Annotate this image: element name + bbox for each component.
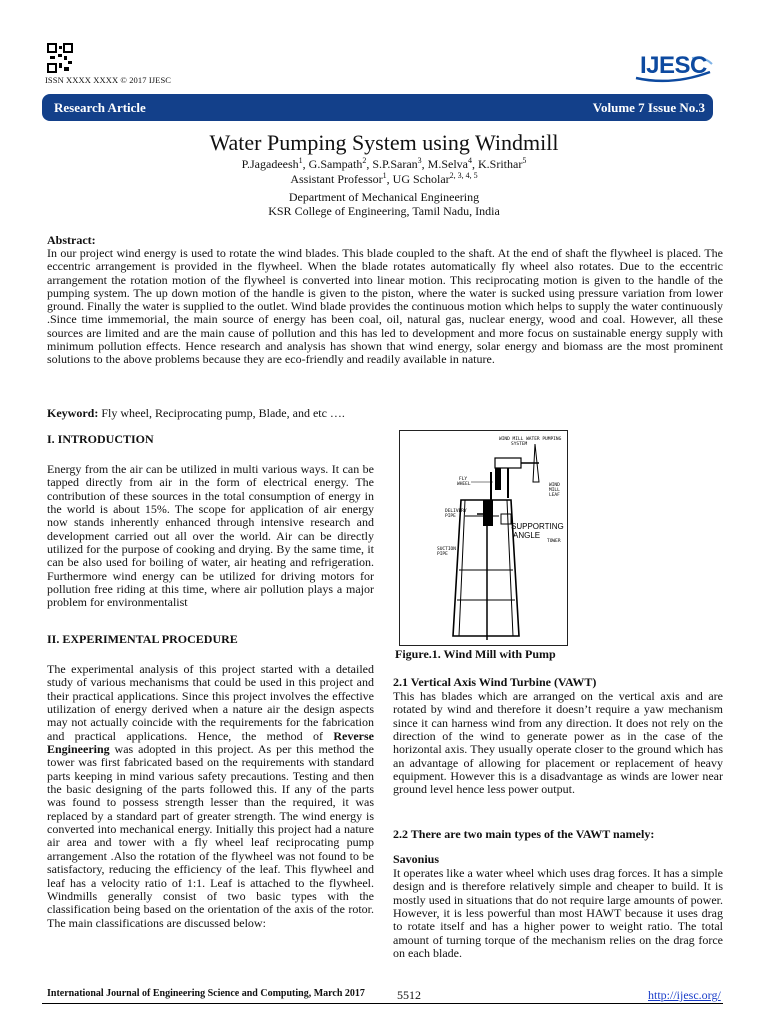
types-heading: 2.2 There are two main types of the VAWT namely: (393, 827, 655, 841)
fig-label-title-2: SYSTEM (511, 442, 528, 447)
intro-text: Energy from the air can be utilized in multi various ways. It can be tapped directly from air in the form of electrical energy. The contribution of these sources in the total consumption of energy in the world is about 15%. The scope for application of air energy now stands inherently enhanced through intensive research and development carried out all over the world. Air can be directly utilized for the purpose of cooking and drying. By the same time, it can be also used for boiling of water, air heating and refrigeration. Furthermore wind energy can be utilized for driving motors for pollution free riding at this time, where air pollution plays a major problem for environmentalist (47, 462, 374, 610)
fig-label-tower: TOWER (547, 539, 561, 544)
ijesc-logo (632, 52, 714, 84)
fig-label-angle: ANGLE (513, 531, 541, 540)
author-roles: Assistant Professor$^1$, UG Scholar$^{2, 3, 4, 5}$ (290, 171, 478, 186)
intro-heading: I. INTRODUCTION (47, 432, 154, 446)
abstract-text: In our project wind energy is used to rotate the wind blades. This blade coupled to the shaft. At the end of shaft the flywheel is placed. The eccentric arrangement is provided in the flywheel. When the blade rotates automatically fly wheel also rotates. Due to the eccentric arrangement the rotation motion of the flywheel is converted into linear motion. This reciprocating motion is given to the handle of the pumping system. The up down motion of the handle is given to the piston, where the water is sucked using pressure variation from lower ground. Finally the water is supplied to the outlet. Wind blade provides the continuous motion which helps to supply the water continuously .Since time immemorial, the main source of energy has been coal, oil, natural gas, nuclear energy, wood and coal. However, all these sources are limited and are the main cause of pollution and this has led to development and more focus on sustainable energy supply with minimum pollution effects. Hence research and analysis has shown that wind energy, solar energy and biomass are the most prominent solutions to the above problems because they are eco-friendly and readily available in nature. (47, 246, 723, 367)
logo-text: IJESC (640, 52, 707, 79)
fig-label-wheel: WHEEL (457, 482, 471, 487)
vawt-heading: 2.1 Vertical Axis Wind Turbine (VAWT) (393, 675, 597, 689)
college: KSR College of Engineering, Tamil Nadu, India (268, 204, 500, 218)
volume-issue: Volume 7 Issue No.3 (592, 100, 705, 115)
fig-label-leaf: LEAF (549, 493, 560, 498)
journal-link[interactable]: http://ijesc.org/ (648, 988, 721, 1002)
fig-label-wind: WIND (549, 483, 560, 488)
windmill-figure (399, 430, 568, 646)
author-list: P.Jagadeesh$^1$, G.Sampath$^2$, S.P.Saran$^3$, M.Selva$^4$, K.Srithar$^5$ (241, 156, 527, 171)
abstract-label: Abstract: (47, 233, 96, 247)
figure-caption: Figure.1. Wind Mill with Pump (395, 647, 556, 661)
vawt-text: This has blades which are arranged on the vertical axis and are rotated by wind and therefore it doesn’t require a yaw mechanism since it can harness wind from any direction. It does not rely on the direction of the wind to generate power as in the case of the horizontal axis. They usually operate closer to the ground which has an advantage of allowing for placement or replacement of heavy equipment. However this is a disadvantage as winds are lower near ground level hence less power output. (393, 689, 723, 797)
issn-line: ISSN XXXX XXXX © 2017 IJESC (45, 75, 172, 85)
fig-label-fly: FLY (459, 477, 468, 482)
experimental-text: The experimental analysis of this project started with a detailed study of various mechanisms that could be used in this project and their practical applications. Since this project involves the effective utilization of energy derived when a nature air the design aspects may not actually coincide with the requirements for the fabrication and practical applications. Hence, the method of Reverse Engineering was adopted in this project. As per this method the tower was first fabricated based on the requirements with standard parts keeping in mind various safety precautions. Testing and then the basic designing of the parts followed this. If any of the parts was found to possess strength lesser than the required, it was replaced by a standard part of greater strength. The wind energy is converted into mechanical energy. Initially this project had a nature air area and tower with a fly wheel leaf reciprocating pump arrangement .Also the rotation of the flywheel was not found to be satisfactory, reducing the efficiency of the leaf. This flywheel and leaf has a velocity ratio of 1:1. Leaf is attached to the flywheel. Windmills generally consist of two basic types with the classification being based on the orientation of the axis of the rotor. The main classifications are discussed below: (47, 662, 374, 930)
experimental-heading: II. EXPERIMENTAL PROCEDURE (47, 632, 238, 646)
qr-code-icon (47, 43, 73, 73)
header-banner (42, 94, 713, 121)
keyword-line: Keyword: Fly wheel, Reciprocating pump, Blade, and etc …. (47, 406, 345, 420)
article-type: Research Article (54, 100, 146, 115)
fig-label-suction-pipe: PIPE (437, 552, 448, 557)
fig-label-title: WIND MILL WATER PUMPING (499, 437, 562, 442)
savonius-text: It operates like a water wheel which uses drag forces. It has a simple design and is therefore relatively simple and cheaper to build. It is mostly used in situations that do not require large amounts of power. However, it is less powerful than most HAWT because it uses drag to rotate itself and has a higher power to weight ratio. The total amount of turning torque of the mechanism relies on the drag force on each blade. (393, 866, 723, 961)
fig-label-suction: SUCTION (437, 547, 456, 552)
fig-label-delivery-pipe: PIPE (445, 514, 456, 519)
department: Department of Mechanical Engineering (288, 190, 480, 204)
footer-divider (42, 1003, 723, 1004)
page-number: 5512 (397, 988, 421, 1002)
paper-title: Water Pumping System using Windmill (209, 130, 559, 155)
savonius-heading: Savonius (393, 852, 440, 866)
fig-label-supporting: SUPPORTING (511, 522, 564, 531)
footer-journal: International Journal of Engineering Science and Computing, March 2017 (47, 988, 365, 999)
fig-label-mill: MILL (549, 488, 560, 493)
fig-label-delivery: DELIVERY (445, 509, 467, 514)
